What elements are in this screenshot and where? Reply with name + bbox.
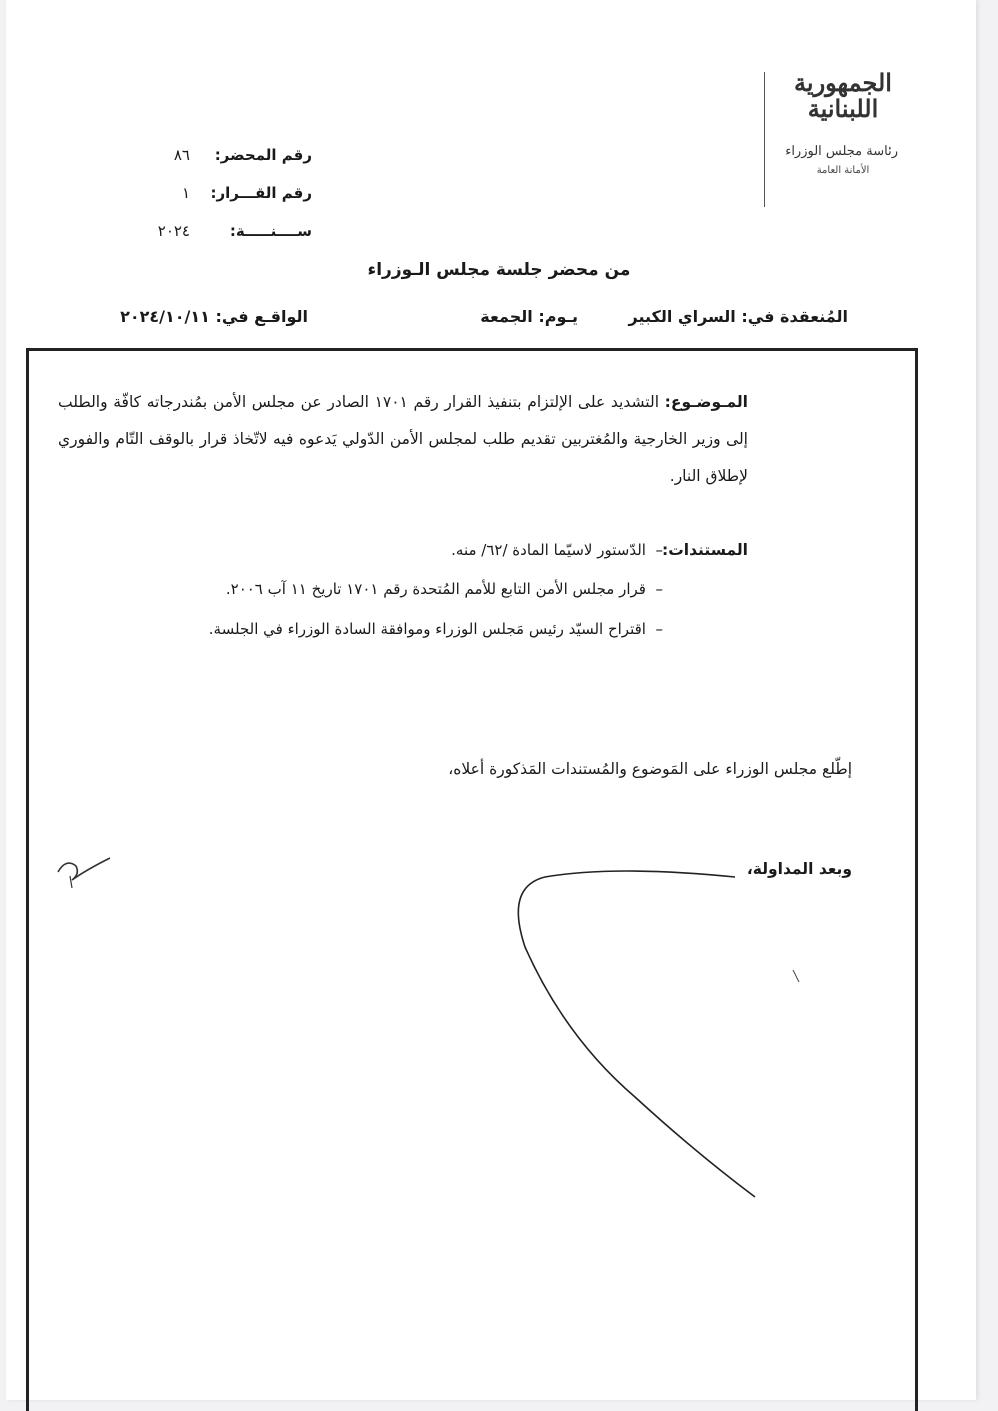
documents-label: المستندات:	[662, 541, 748, 559]
subject-label: المـوضـوع:	[664, 393, 748, 411]
day-value: الجمعة	[480, 307, 533, 326]
minutes-label: رقم المحضر:	[214, 146, 312, 164]
decision-label: رقم القـــرار:	[210, 184, 312, 202]
document-item: – الدّستور لاسيّما المادة /٦٢/ منه.	[451, 541, 663, 559]
date-label: الواقـع في:	[215, 307, 308, 326]
department-name: الأمانة العامة	[816, 165, 870, 176]
dash-icon: –	[645, 541, 663, 559]
office-name: رئاسة مجلس الوزراء	[785, 144, 898, 159]
margin-line	[70, 876, 72, 888]
minutes-value: ٨٦	[173, 146, 190, 164]
session-title: من محضر جلسة مجلس الـوزراء	[367, 260, 631, 280]
dash-icon: –	[645, 580, 663, 598]
document-item: – اقتراح السيّد رئيس مَجلس الوزراء وموافقة السادة الوزراء في الجلسة.	[208, 620, 663, 638]
deliberation-text: وبعد المداولة،	[746, 860, 852, 878]
subject-text: التشديد على الإلتزام بتنفيذ القرار رقم ١٧٠١ الصادر عن مجلس الأمن بمُندرجاته كافّة والطلب إلى وزير الخارجية والمُغتربين تقديم طلب لمجلس الأمن الدّولي يَدعوه فيه لاتّخاذ قرار بالوقف التّام والفوري لإطلاق النار.	[58, 393, 748, 485]
dash-icon: –	[645, 620, 663, 638]
intro-text: إطّلع مجلس الوزراء على المَوضوع والمُستندات المَذكورة أعلاه،	[448, 760, 852, 778]
location-label: المُنعقدة في:	[741, 307, 848, 326]
date-value: ٢٠٢٤/١٠/١١	[120, 307, 210, 326]
republic-line-2: اللبنانية	[807, 94, 879, 123]
decision-value: ١	[181, 184, 190, 202]
year-value: ٢٠٢٤	[157, 222, 190, 240]
document-item: – قرار مجلس الأمن التابع للأمم المُتحدة رقم ١٧٠١ تاريخ ١١ آب ٢٠٠٦.	[225, 580, 663, 598]
day-label: يـوم:	[538, 307, 578, 326]
location-value: السراي الكبير	[628, 307, 736, 326]
signature-stroke	[518, 871, 755, 1197]
signature-tick	[793, 970, 799, 982]
year-label: ســــنـــــة:	[229, 222, 312, 240]
initials-mark	[58, 858, 110, 880]
republic-line-1: الجمهورية	[794, 68, 892, 97]
